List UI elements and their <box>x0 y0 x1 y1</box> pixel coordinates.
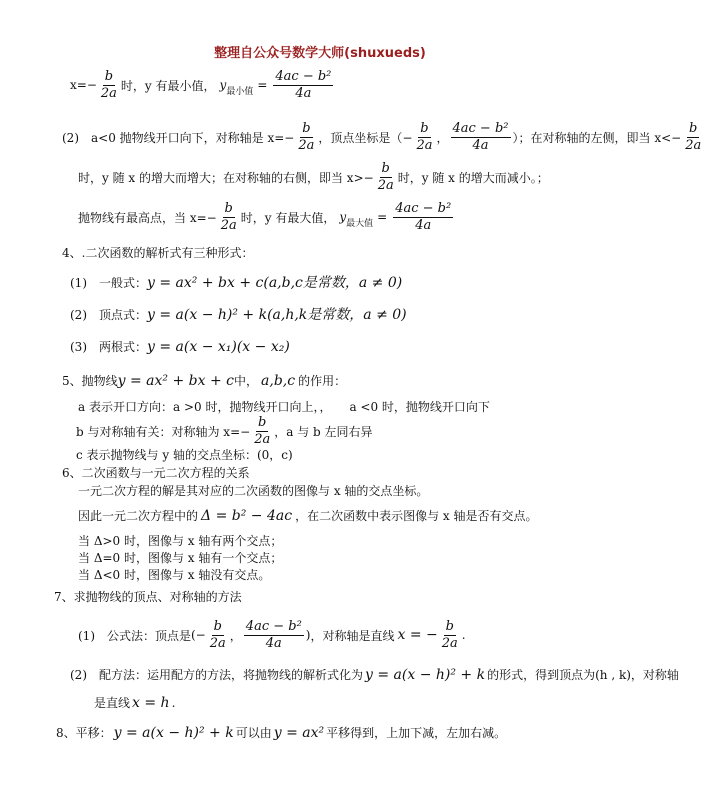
text: b 与对称轴有关：对称轴为 x=− <box>76 424 251 439</box>
fraction: $\frac{b}{2a}$ <box>416 121 433 153</box>
min-value-line <box>70 70 335 100</box>
equals: = <box>377 210 388 225</box>
page-header: 整理自公众号数学大师(shuxueds) <box>214 46 426 61</box>
section-5-title <box>62 372 346 389</box>
s6-row2 <box>78 507 537 524</box>
text: ，a 与 b 左同右异 <box>274 424 373 439</box>
text: 时，y 有最小值， <box>120 78 216 93</box>
section-4-title: 4、.二次函数的解析式有三种形式： <box>62 246 254 260</box>
text: x=− <box>70 78 97 93</box>
text: ）；在对称轴的左侧，即当 x<− <box>512 130 682 145</box>
s6-row5: 当 Δ<0 时，图像与 x 轴没有交点。 <box>78 568 271 582</box>
formula-method <box>78 620 466 650</box>
formula: y = a(x − x₁)(x − x₂) <box>147 338 290 355</box>
fraction: $\frac{\text{4ac − b²}}{4a}$ <box>395 201 452 233</box>
formula: y = ax² + bx + c(a,b,c是常数，a ≠ 0) <box>147 275 403 291</box>
fraction: $\frac{\text{4ac − b²}}{4a}$ <box>452 121 509 153</box>
text: 的作用： <box>298 374 347 388</box>
text: (1) 公式法：顶点是 <box>78 628 191 643</box>
text: 8、平移： <box>56 726 112 740</box>
s6-row4: 当 Δ=0 时，图像与 x 轴有一个交点； <box>78 551 283 565</box>
completing-square-cont <box>94 694 175 711</box>
text: 平移得到，上加下减，左加右减。 <box>326 726 507 740</box>
formula: y = ax² + bx + c <box>117 372 234 389</box>
section-8 <box>56 724 506 741</box>
case-a-negative-line <box>62 122 705 152</box>
completing-square-method <box>70 666 679 683</box>
fraction: $\frac{b}{2a}$ <box>377 161 394 193</box>
text: 的形式，得到顶点为(h , k)，对称轴 <box>487 668 679 682</box>
text: (2) 配方法：运用配方的方法，将抛物线的解析式化为 <box>70 668 364 682</box>
general-form <box>70 272 402 292</box>
text: 因此一元二次方程中的 <box>78 509 199 523</box>
fraction: $\frac{b}{2a}$ <box>254 415 271 447</box>
formula: x = h <box>132 694 170 711</box>
root-form <box>70 338 290 355</box>
formula: y = a(x − h)² + k(a,h,k是常数，a ≠ 0) <box>147 307 407 323</box>
label: (1) 一般式： <box>70 275 147 290</box>
text: 可以由 <box>235 726 272 740</box>
c-role: c 表示抛物线与 y 轴的交点坐标：(0，c) <box>76 448 293 462</box>
text: ，对称轴是直线 <box>310 628 395 643</box>
fraction: $\frac{b}{2a}$ <box>685 121 702 153</box>
vertex-form <box>70 304 407 324</box>
subscript: 最大值 <box>346 218 374 229</box>
text: . <box>171 695 176 710</box>
s6-row1: 一元二次方程的解是其对应的二次函数的图像与 x 轴的交点坐标。 <box>78 484 429 498</box>
formula: a,b,c <box>261 372 296 389</box>
text: ， <box>229 628 242 643</box>
text: ， <box>436 130 449 145</box>
text: 中， <box>234 374 259 388</box>
text: (2) a<0 抛物线开口向下，对称轴是 x=− <box>62 130 295 145</box>
section-7-title: 7、求抛物线的顶点、对称轴的方法 <box>54 590 242 604</box>
b-role <box>76 416 373 446</box>
text: 时，y 随 x 的增大而增大；在对称轴的右侧，即当 x>− <box>78 170 374 185</box>
y-symbol: y <box>339 210 347 225</box>
fraction: $\frac{b}{2a}$ <box>100 69 117 101</box>
text: 5、抛物线 <box>62 374 118 388</box>
label: (2) 顶点式： <box>70 307 147 322</box>
text: (− <box>191 628 206 643</box>
equals: = <box>257 78 268 93</box>
formula: y = a(x − h)² + k <box>113 724 234 741</box>
subscript: 最小值 <box>226 86 254 97</box>
formula: y = ax² <box>273 724 325 741</box>
text: 时，y 随 x 的增大而减小。； <box>397 170 549 185</box>
fraction: $\frac{b}{2a}$ <box>441 619 458 651</box>
text: ) <box>305 628 311 643</box>
section-6-title: 6、二次函数与一元二次方程的关系 <box>62 466 250 480</box>
fraction: $\frac{b}{2a}$ <box>298 121 315 153</box>
fraction: $\frac{\text{4ac − b²}}{4a}$ <box>245 619 302 651</box>
monotonic-line <box>78 162 549 192</box>
text: ，顶点坐标是（− <box>318 130 413 145</box>
fraction: $\frac{\text{4ac − b²}}{4a}$ <box>275 69 332 101</box>
max-value-line <box>78 202 455 232</box>
a-role: a 表示开口方向：a >0 时，抛物线开口向上，， a <0 时，抛物线开口向下 <box>78 400 490 414</box>
label: (3) 两根式： <box>70 340 147 354</box>
formula: x = − <box>397 627 438 644</box>
text: 是直线 <box>94 696 131 710</box>
text: 时，y 有最大值， <box>240 210 336 225</box>
text: ，在二次函数中表示图像与 x 轴是否有交点。 <box>295 509 538 523</box>
fraction: $\frac{b}{2a}$ <box>220 201 237 233</box>
text: 抛物线有最高点，当 x=− <box>78 210 217 225</box>
fraction: $\frac{b}{2a}$ <box>209 619 226 651</box>
formula: y = a(x − h)² + k <box>365 666 486 683</box>
y-symbol: y <box>219 78 227 93</box>
s6-row3: 当 Δ>0 时，图像与 x 轴有两个交点； <box>78 534 283 548</box>
formula: Δ = b² − 4ac <box>201 507 293 524</box>
text: . <box>461 628 466 643</box>
